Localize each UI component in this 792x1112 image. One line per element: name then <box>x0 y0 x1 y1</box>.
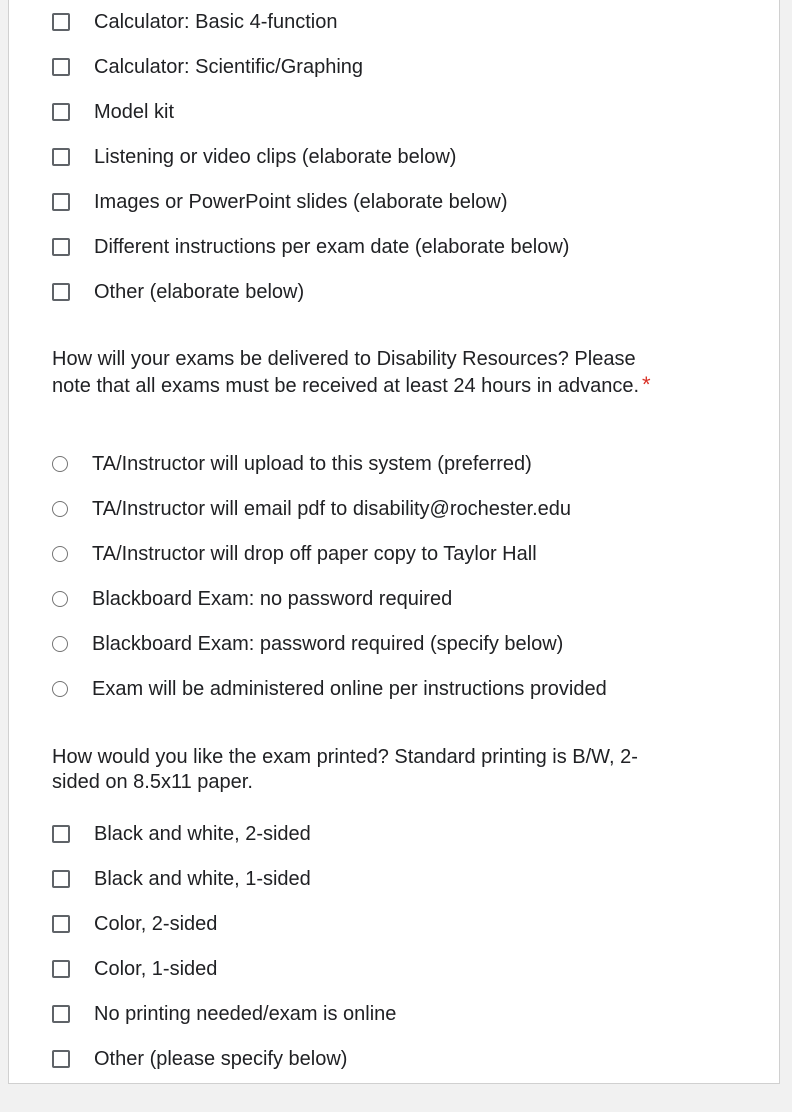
radio-button[interactable] <box>52 456 68 472</box>
radio-option-upload[interactable] <box>52 452 532 476</box>
option-label: TA/Instructor will upload to this system (preferred) <box>92 453 532 475</box>
checkbox-option-color-2-sided[interactable] <box>52 912 217 936</box>
checkbox[interactable] <box>52 825 70 843</box>
checkbox-option-other[interactable] <box>52 280 304 304</box>
option-label: Black and white, 1-sided <box>94 868 311 890</box>
option-label: Model kit <box>94 101 175 123</box>
option-label: Black and white, 2-sided <box>94 823 311 845</box>
checkbox[interactable] <box>52 148 70 166</box>
radio-option-blackboard-no-password[interactable] <box>52 587 452 611</box>
radio-option-drop-off[interactable] <box>52 542 537 566</box>
checkbox[interactable] <box>52 1005 70 1023</box>
option-label: No printing needed/exam is online <box>94 1003 397 1025</box>
printing-question <box>52 745 672 795</box>
checkbox[interactable] <box>52 283 70 301</box>
option-label: Color, 1-sided <box>94 958 218 980</box>
option-label: Blackboard Exam: no password required <box>92 588 453 610</box>
radio-button[interactable] <box>52 591 68 607</box>
checkbox-option-no-printing[interactable] <box>52 1002 396 1026</box>
printing-question-text: How would you like the exam printed? Standard printing is B/W, 2-sided on 8.5x11 paper. <box>52 746 638 793</box>
delivery-question-text: How will your exams be delivered to Disability Resources? Please note that all exams must be received at least 24 hours in advance. <box>52 348 640 397</box>
option-label: Calculator: Scientific/Graphing <box>94 56 364 78</box>
option-label: Other (elaborate below) <box>94 281 305 303</box>
option-label: Calculator: Basic 4-function <box>94 11 338 33</box>
option-label: Color, 2-sided <box>94 913 218 935</box>
option-label: Other (please specify below) <box>94 1048 348 1070</box>
checkbox-option-images-slides[interactable] <box>52 190 508 214</box>
delivery-question <box>52 347 672 399</box>
option-label: Listening or video clips (elaborate below) <box>94 146 457 168</box>
checkbox-option-model-kit[interactable] <box>52 100 174 124</box>
checkbox[interactable] <box>52 103 70 121</box>
checkbox-option-calculator-basic[interactable] <box>52 10 337 34</box>
radio-button[interactable] <box>52 501 68 517</box>
option-label: Different instructions per exam date (elaborate below) <box>94 236 570 258</box>
checkbox[interactable] <box>52 58 70 76</box>
checkbox[interactable] <box>52 915 70 933</box>
radio-button[interactable] <box>52 546 68 562</box>
radio-button[interactable] <box>52 636 68 652</box>
required-asterisk: * <box>642 372 651 397</box>
checkbox-option-bw-2-sided[interactable] <box>52 822 311 846</box>
radio-button[interactable] <box>52 681 68 697</box>
checkbox[interactable] <box>52 960 70 978</box>
checkbox-option-other-printing[interactable] <box>52 1047 347 1071</box>
option-label: Blackboard Exam: password required (specify below) <box>92 633 564 655</box>
checkbox[interactable] <box>52 1050 70 1068</box>
checkbox-option-bw-1-sided[interactable] <box>52 867 311 891</box>
radio-option-blackboard-password[interactable] <box>52 632 563 656</box>
checkbox[interactable] <box>52 193 70 211</box>
option-label: Images or PowerPoint slides (elaborate below) <box>94 191 508 213</box>
checkbox[interactable] <box>52 870 70 888</box>
option-label: TA/Instructor will drop off paper copy to Taylor Hall <box>92 543 537 565</box>
form-card <box>8 0 780 1084</box>
option-label: TA/Instructor will email pdf to disability@rochester.edu <box>92 498 572 520</box>
radio-option-online[interactable] <box>52 677 607 701</box>
radio-option-email[interactable] <box>52 497 571 521</box>
checkbox-option-different-instructions[interactable] <box>52 235 569 259</box>
checkbox[interactable] <box>52 13 70 31</box>
checkbox[interactable] <box>52 238 70 256</box>
option-label: Exam will be administered online per instructions provided <box>92 678 607 700</box>
checkbox-option-calculator-scientific[interactable] <box>52 55 363 79</box>
checkbox-option-listening-clips[interactable] <box>52 145 456 169</box>
checkbox-option-color-1-sided[interactable] <box>52 957 217 981</box>
